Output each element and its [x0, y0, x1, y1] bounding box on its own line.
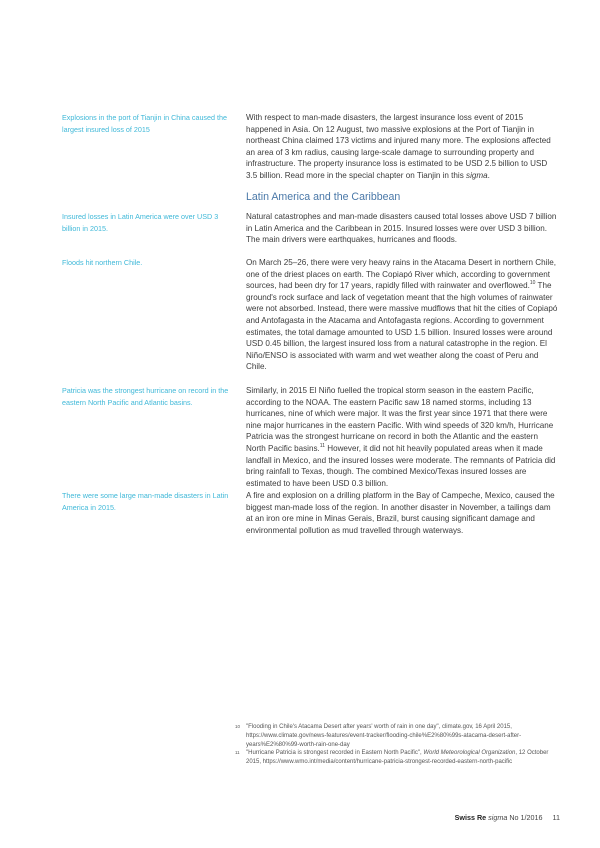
- footnote-ref-11[interactable]: 11: [319, 442, 325, 449]
- section-heading: Latin America and the Caribbean: [246, 191, 401, 203]
- paragraph-man-made: A fire and explosion on a drilling platform in the Bay of Campeche, Mexico, caused the biggest man-made loss of the region. In another disaster in November, a tailings dam at an iron ore mine in Minas Gerais, Brazil, burst causing significant damage and environmental pollution as mud travelled through waterways.: [246, 491, 555, 535]
- footnote-text-cont: , 12 October 2015, https://www.wmo.int/media/content/hurricane-patricia-strongest-recorded-eastern-north-pacific: [246, 750, 549, 766]
- footnote-number: 11: [235, 750, 240, 756]
- footnote-ref-10[interactable]: 10: [529, 280, 536, 287]
- paragraph-text: With respect to man-made disasters, the largest insurance loss event of 2015 happened in Asia. On 12 August, two massive explosions at the Port of Tianjin in northeast China claimed 173 victims and injured many more. The explosions affected an area of 3 km radius, causing large-scale damage to surrounding property and infrastructure. The property insurance loss is estimated to be USD 2.5 billion to USD 3.5 billion. Read more in the special chapter on Tianjin in this: [246, 113, 551, 180]
- margin-note-chile-floods: Floods hit northern Chile.: [62, 258, 143, 267]
- publication-name: sigma: [488, 813, 508, 822]
- footnote-10: [235, 723, 558, 749]
- paragraph-patricia: [246, 385, 558, 489]
- margin-note-tianjin: Explosions in the port of Tianjin in China caused the largest insured loss of 2015: [62, 113, 228, 134]
- footnotes: [235, 723, 558, 767]
- paragraph-text-cont: The ground's rock surface and lack of vegetation meant that the high volumes of rainwater were not absorbed. Instead, there were massive mudflows that hit the cities of Copiapó and Antofagasta in the Atacama and Antofagasta regions. According to government estimates, the total damage amounted to USD 1.5 billion. Insured losses were around USD 0.45 billion, the largest insured loss from a natural catastrophe in the region. El Niño/ENSO is associated with warm and wet weather along the coast of Peru and Chile.: [246, 281, 558, 372]
- brand-name: Swiss Re: [454, 813, 487, 822]
- footnote-source: World Meteorological Organization: [423, 750, 516, 757]
- page-footer: [455, 813, 560, 822]
- paragraph-latam-losses: Natural catastrophes and man-made disasters caused total losses above USD 7 billion in Latin America and the Caribbean in 2015. Insured losses were over USD 3 billion. The main drivers were earthquakes, hurricanes and floods.: [246, 212, 557, 245]
- paragraph-end: .: [487, 170, 490, 180]
- margin-note-man-made: There were some large man-made disasters in Latin America in 2015.: [62, 491, 229, 512]
- paragraph-text: Similarly, in 2015 El Niño fuelled the tropical storm season in the eastern Pacific, according to the NOAA. The eastern Pacific saw 18 named storms, including 13 hurricanes, nine of which were major. It was the first year since 1971 that there were nine major hurricanes in the eastern Pacific. With wind speeds of 320 km/h, Hurricane Patricia was the strongest hurricane on record in both the Atlantic and the eastern North Pacific basins.: [246, 386, 554, 453]
- page-number: 11: [552, 813, 560, 822]
- paragraph-text: On March 25–26, there were very heavy rains in the Atacama Desert in northern Chile, one of the driest places on earth. The Copiapó River which, according to government sources, had been dry for 17 years, rapidly filled with rainwater and overflowed.: [246, 258, 556, 291]
- footnote-text: "Flooding in Chile's Atacama Desert after years' worth of rain in one day", climate.gov, 16 April 2015, https://www.climate.gov/news-features/event-tracker/flooding-chile%E2%80%99s-atacama-desert-after-years%E2%80%99-worth-rain-one-day: [246, 724, 522, 748]
- issue-number: No 1/2016: [509, 813, 543, 822]
- sigma-emphasis: sigma: [466, 170, 488, 180]
- footnote-text: "Hurricane Patricia is strongest recorded in Eastern North Pacific",: [246, 750, 424, 757]
- margin-note-patricia: Patricia was the strongest hurricane on record in the eastern North Pacific and Atlantic basins.: [62, 386, 229, 407]
- paragraph-text-cont: However, it did not hit heavily populated areas when it made landfall in Mexico, and the insured losses were moderate. The remnants of Patricia did bring rainfall to Texas, though. The combined Mexico/Texas insured losses are estimated to have been USD 0.3 billion.: [246, 443, 556, 488]
- footnote-11: [235, 749, 558, 767]
- paragraph-chile-floods: [246, 257, 558, 373]
- margin-note-latam-losses: Insured losses in Latin America were over USD 3 billion in 2015.: [62, 212, 219, 233]
- footnote-number: 10: [235, 724, 241, 729]
- paragraph-tianjin: [246, 112, 558, 182]
